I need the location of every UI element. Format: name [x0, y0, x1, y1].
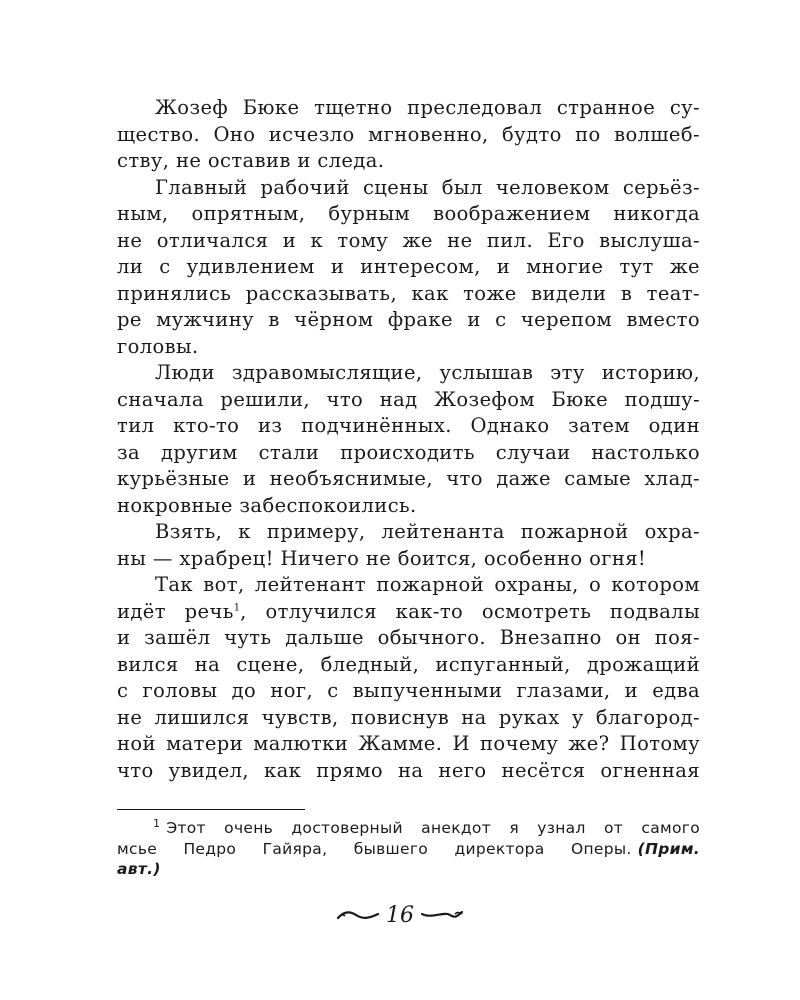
text-fragment: , отлучился как-то осмотреть подвалы	[240, 599, 700, 623]
left-flourish-icon	[336, 907, 380, 923]
footnote-line	[117, 839, 700, 860]
text-line: Взять, к примеру, лейтенанта пожарной охра-	[155, 520, 700, 543]
footnote-divider	[117, 809, 305, 810]
text-line: ным, опрятным, бурным воображением никогда	[117, 202, 700, 225]
text-line: ре мужчину в чёрном фраке и с черепом вместо	[117, 308, 700, 331]
page-number-ornament	[0, 900, 800, 930]
footnote	[117, 818, 700, 880]
text-line: тил кто-то из подчинённых. Однако затем один	[117, 414, 700, 437]
text-fragment: идёт речь	[117, 599, 234, 623]
text-line: вился на сцене, бледный, испуганный, дрожащий	[117, 652, 700, 676]
footnote-line	[117, 859, 700, 880]
right-flourish-icon	[420, 907, 464, 923]
paragraph	[117, 572, 700, 784]
text-line: ству, не оставив и следа.	[117, 149, 385, 172]
text-line: за другим стали происходить случаи настолько	[117, 440, 700, 464]
author-note: авт.)	[117, 860, 161, 878]
text-line: Жозеф Бюке тщетно преследовал странное су-	[155, 96, 700, 119]
text-line: сначала решили, что над Жозефом Бюке подшу-	[117, 387, 700, 411]
text-line: и зашёл чуть дальше обычного. Внезапно он поя-	[117, 626, 700, 649]
paragraph	[117, 519, 700, 572]
footnote-text: Этот очень достоверный анекдот я узнал от самого	[166, 819, 700, 837]
text-line: что увидел, как прямо на него несётся огненная	[117, 758, 700, 782]
text-line: нокровные забеспокоились.	[117, 493, 417, 517]
text-line: ли с удивлением и интересом, и многие тут же	[117, 255, 700, 278]
text-line: принялись рассказывать, как тоже видели в теат-	[117, 281, 700, 305]
text-line: с головы до ног, с выпученными глазами, и едва	[117, 679, 700, 702]
text-line: Так вот, лейтенант пожарной охраны, о котором	[155, 573, 700, 596]
main-text	[117, 95, 700, 784]
paragraph	[117, 360, 700, 519]
text-line: головы.	[117, 334, 199, 358]
text-line: Люди здравомыслящие, услышав эту историю,	[155, 361, 700, 384]
text-line: не отличался и к тому же не пил. Его выслуша-	[117, 228, 700, 252]
page-number: 16	[386, 902, 414, 928]
text-line: щество. Оно исчезло мгновенно, будто по волшеб-	[117, 122, 700, 146]
footnote-text: мсье Педро Гайяра, бывшего директора Оперы.	[117, 839, 632, 858]
paragraph	[117, 95, 700, 175]
text-line	[117, 599, 700, 626]
text-line: ной матери малютки Жамме. И почему же? Потому	[117, 732, 700, 755]
text-line: не лишился чувств, повиснув на руках у благород-	[117, 705, 700, 729]
text-line: Главный рабочий сцены был человеком серьёз-	[155, 175, 700, 199]
footnote-reference[interactable]: 1	[233, 602, 241, 613]
author-note: (Прим.	[637, 839, 700, 858]
footnote-line	[117, 818, 700, 839]
text-line: ны — храбрец! Ничего не боится, особенно огня!	[117, 546, 647, 570]
text-line: курьёзные и необъяснимые, что даже самые хлад-	[117, 467, 700, 490]
footnote-number: 1	[153, 816, 161, 830]
paragraph	[117, 175, 700, 361]
